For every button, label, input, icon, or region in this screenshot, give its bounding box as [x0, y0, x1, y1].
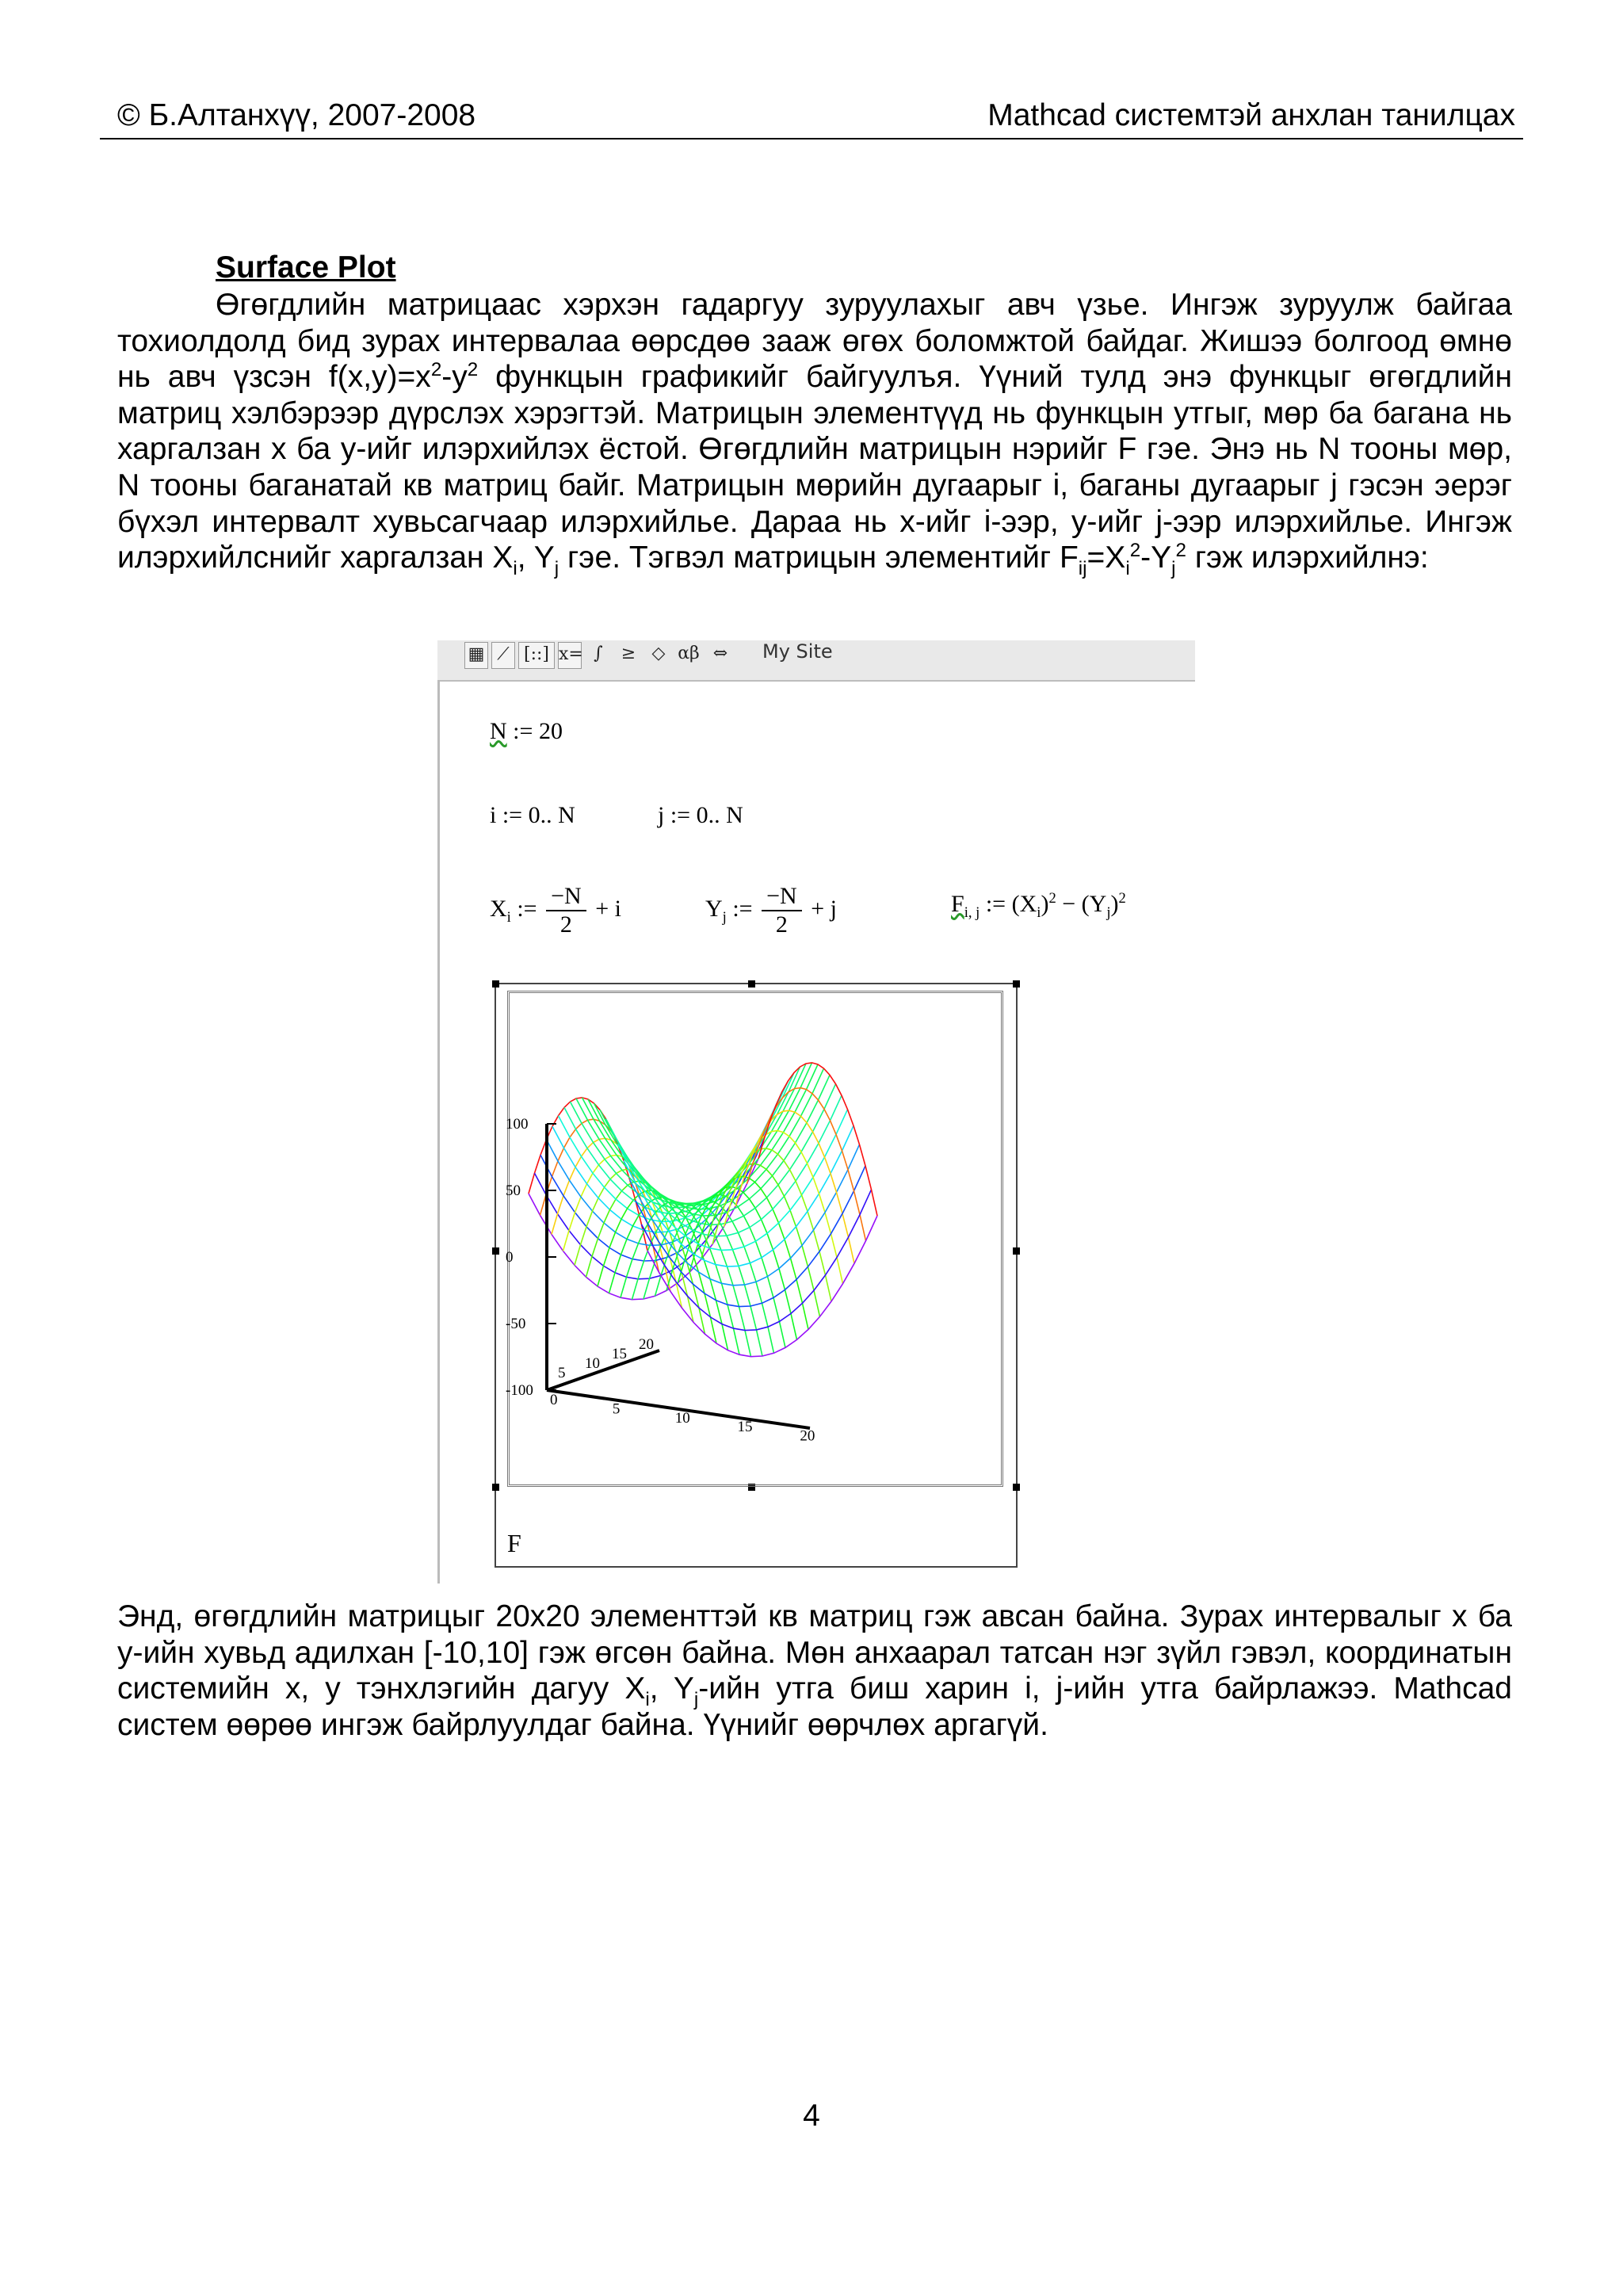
mathcad-screenshot — [437, 640, 1195, 1584]
x-tick-label: 10 — [674, 1409, 690, 1427]
plot-expression-label[interactable]: F — [507, 1529, 521, 1557]
surface-plot — [501, 984, 1008, 1492]
y-tick-label: 15 — [612, 1346, 627, 1362]
mesh-line — [724, 1131, 843, 1284]
worksheet-margin-line — [437, 680, 440, 1584]
equation-f[interactable]: $F_{i, j}$ := $(X_i)^2 - (Y_j)^2$ — [951, 890, 1126, 921]
page-header — [100, 94, 1523, 139]
section-title: Surface Plot — [216, 250, 396, 285]
equation-x[interactable]: $X_i$ := $\frac{-N}{2}$ + i — [490, 883, 621, 938]
site-label[interactable]: My Site — [762, 640, 833, 663]
z-tick-label: 50 — [506, 1182, 521, 1199]
greek-icon[interactable]: αβ — [678, 644, 700, 663]
mesh-line — [758, 1063, 877, 1216]
symbolic-icon[interactable]: ⇔ — [712, 644, 728, 663]
x-tick-label: 0 — [550, 1392, 558, 1408]
equation-j[interactable]: j := 0.. N — [658, 802, 743, 828]
y-tick-label: 5 — [558, 1365, 566, 1381]
x-tick-label: 20 — [800, 1427, 815, 1445]
z-tick-label: 0 — [506, 1249, 514, 1266]
mesh-line — [701, 1163, 820, 1316]
header-title: Mathcad системтэй анхлан танилцах — [987, 98, 1515, 132]
mathcad-toolbar — [437, 640, 1195, 682]
x-tick-label: 15 — [737, 1419, 753, 1436]
paragraph-intro: Өгөгдлийн матрицаас хэрхэн гадаргуу зуруулахыг авч үзье. Ингэж зуруулж байгаа тохиолдолд бид зурах интервалаа өөрсдөө зааж өгөх боломжтой байдаг. Жишээ болгоод өмнө нь авч үзсэн $f(x,y)=x^2-y^2$ функцын графикийг байгуулъя. Үүний тулд энэ функцыг өгөгдлийн матриц хэлбэрээр дүрслэх хэрэгтэй. Матрицын элементүүд нь функцын утгыг, мөр ба багана нь харгалзан x ба y-ийг илэрхийлэх ёстой. Өгөгдлийн матрицын нэрийг F гэе. Энэ нь N тооны мөр, N тооны баганатай кв матриц байг. Матрицын мөрийн дугаарыг i, баганы дугаарыг j гэсэн эерэг бүхэл интервалт хувьсагчаар илэрхийлье. Дараа нь x-ийг i-ээр, y-ийг j-ээр илэрхийлье. Ингэж илэрхийлснийг харгалзан $X_i$, $Y_j$ гэе. Тэгвэл матрицын элементийг $F_{ij}=X_i^2-Y_j^2$ гэж илэрхийлнэ: — [117, 288, 1513, 579]
matrix-icon[interactable]: ▦ — [464, 642, 488, 669]
resize-handle[interactable] — [492, 1484, 499, 1491]
calculator-icon[interactable]: x= — [558, 642, 582, 669]
resize-handle[interactable] — [1013, 1484, 1020, 1491]
mesh-line — [643, 1203, 762, 1356]
y-tick-label: 10 — [585, 1355, 600, 1372]
z-tick-label: 100 — [506, 1116, 529, 1133]
boolean-icon[interactable]: ≥ — [621, 644, 636, 663]
resize-handle[interactable] — [1013, 1247, 1020, 1255]
y-tick-label: 20 — [639, 1336, 654, 1353]
integral-icon[interactable]: ∫ — [594, 644, 603, 663]
programming-icon[interactable]: ◇ — [651, 644, 666, 663]
equation-y[interactable]: $Y_j$ := $\frac{-N}{2}$ + j — [705, 883, 837, 938]
graph-icon[interactable]: ⟋ — [491, 642, 515, 669]
equation-i[interactable]: i := 0.. N — [490, 802, 575, 828]
surface-mesh — [529, 1063, 877, 1357]
x-tick-label: 5 — [612, 1400, 621, 1418]
resize-handle[interactable] — [492, 1247, 499, 1255]
z-tick-label: -50 — [506, 1316, 526, 1332]
header-copyright: © Б.Алтанхүү, 2007-2008 — [117, 98, 476, 132]
resize-handle[interactable] — [1013, 980, 1020, 988]
matrix-toolbar-icon[interactable]: [::] — [518, 642, 555, 669]
surface-plot-region[interactable] — [495, 983, 1018, 1568]
paragraph-explanation: Энд, өгөгдлийн матрицыг 20x20 элементтэй кв матриц гэж авсан байна. Зурах интервалыг x ба y-ийн хувьд адилхан [-10,10] гэж өгсөн байна. Мөн анхаарал татсан нэг зүйл гэвэл, координатын системийн x, y тэнхлэгийн дагуу $X_i$, $Y_j$-ийн утга биш харин i, j-ийн утга байрлажээ. Mathcad систем өөрөө ингэж байрлуулдаг байна. Үүнийг өөрчлөх аргагүй. — [117, 1599, 1512, 1742]
page-number: 4 — [803, 2099, 820, 2133]
mesh-line — [588, 1064, 818, 1205]
resize-handle[interactable] — [492, 980, 499, 988]
z-tick-label: -100 — [506, 1382, 533, 1399]
equation-n[interactable]: N := 20 — [490, 718, 563, 744]
mesh-line — [582, 1063, 812, 1204]
